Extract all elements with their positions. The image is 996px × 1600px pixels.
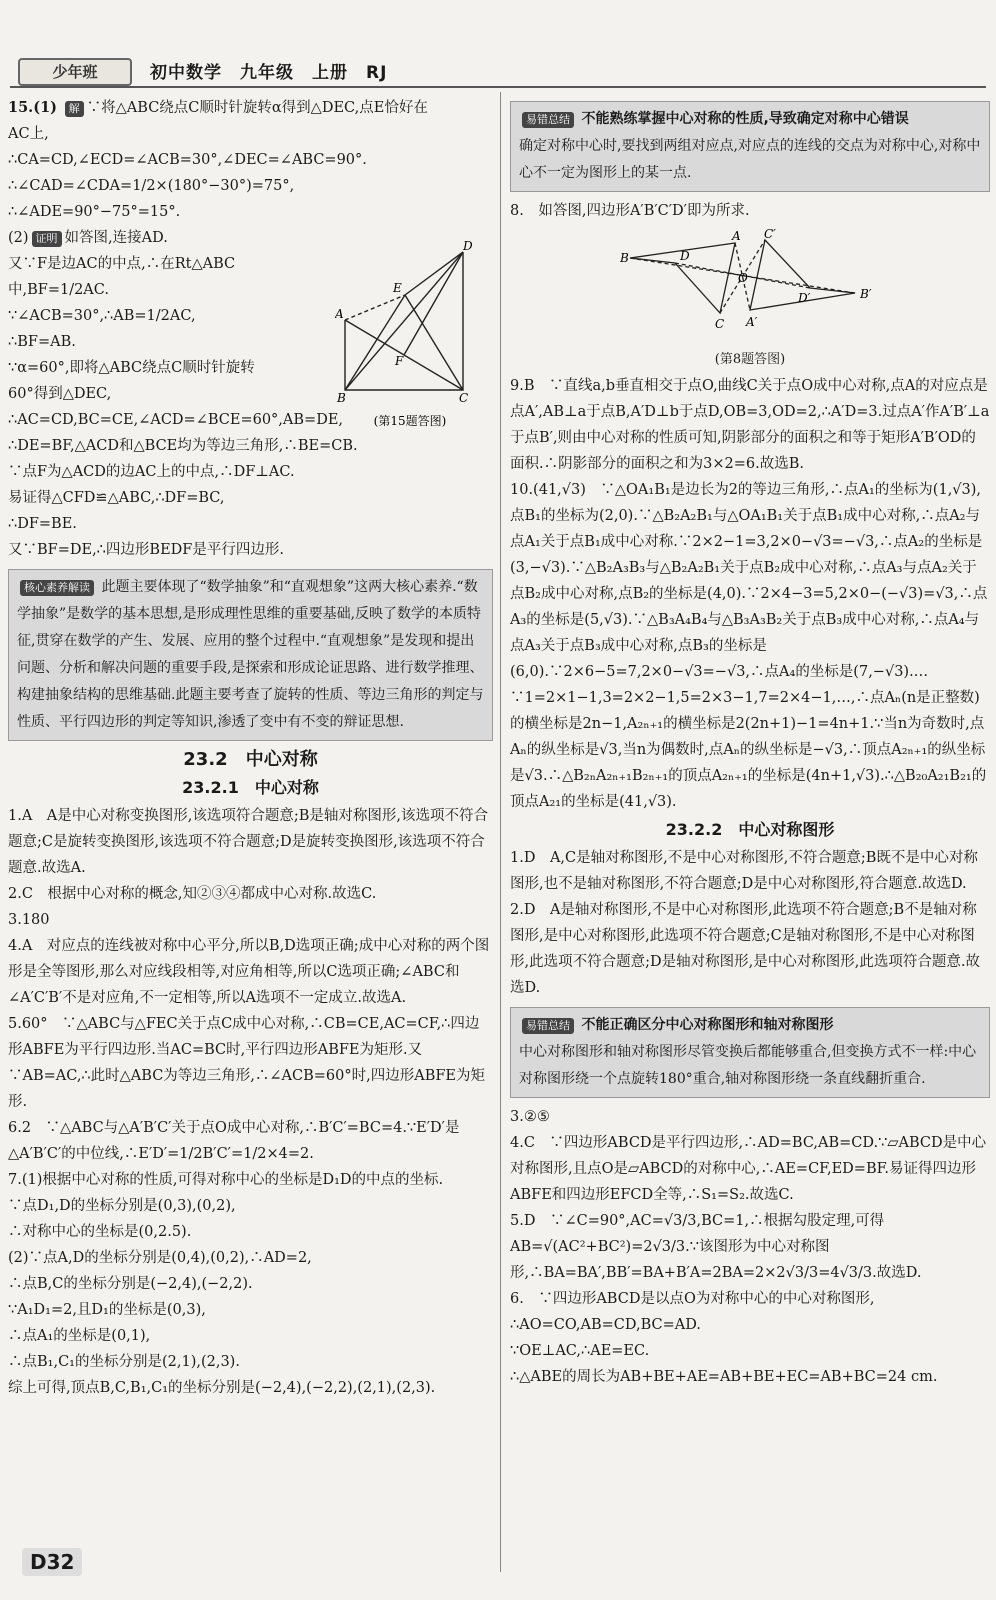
- answer-item: 4.C ∵四边形ABCD是平行四边形,∴AD=BC,AB=CD.∵▱ABCD是中心对称图形,且点O是▱ABCD的对称中心,∴AE=CF,ED=BF.易证得四边形ABFE和四边形EFCD全等,∴S₁=S₂.故选C.: [510, 1135, 987, 1203]
- q15-line: ∴DE=BF,△ACD和△BCE均为等边三角形,∴BE=CB.: [8, 438, 358, 454]
- answer-item: ∴点B,C的坐标分别是(−2,4),(−2,2).: [8, 1276, 253, 1292]
- column-divider: [500, 92, 501, 1572]
- label-e: E: [393, 281, 402, 295]
- error-summary-2: 易错总结 不能正确区分中心对称图形和轴对称图形 中心对称图形和轴对称图形尽管变换后都能够重合,但变换方式不一样:中心对称图形绕一个点旋转180°重合,轴对称图形绕一条直线翻折重合.: [510, 1007, 990, 1098]
- answer-item: ∵OE⊥AC,∴AE=EC.: [510, 1343, 650, 1359]
- answer-item: 3.②⑤: [510, 1109, 550, 1125]
- q15-line: ∴BF=AB.: [8, 334, 76, 350]
- q15-line: ∵∠ACB=30°,∴AB=1/2AC,: [8, 308, 196, 324]
- answer-item: 3.180: [8, 912, 50, 928]
- answer-item: ∵A₁D₁=2,且D₁的坐标是(0,3),: [8, 1302, 206, 1318]
- q15-line: ∴AC=CD,BC=CE,∠ACD=∠BCE=60°,AB=DE,: [8, 412, 344, 428]
- label-c: C: [459, 391, 469, 405]
- q15-line: ∵点F为△ACD的边AC上的中点,∴DF⊥AC.: [8, 464, 295, 480]
- header-rule: [10, 86, 986, 88]
- figure-8-caption: (第8题答图): [714, 352, 786, 367]
- answer-item: ∴点B₁,C₁的坐标分别是(2,1),(2,3).: [8, 1354, 240, 1370]
- answer-item: 6.2 ∵△ABC与△A′B′C′关于点O成中心对称,∴B′C′=BC=4.∵E′D′是△A′B′C′的中位线,∴E′D′=1/2B′C′=1/2×4=2.: [8, 1120, 460, 1162]
- section-title: 23.2 中心对称: [183, 749, 318, 770]
- answer-item: ∴△ABE的周长为AB+BE+AE=AB+BE+EC=AB+BC=24 cm.: [510, 1369, 938, 1385]
- label-d-prime: D′: [798, 291, 811, 305]
- q15-line: (2) 证明 如答图,连接AD.: [8, 230, 168, 246]
- core-tag: 核心素养解读: [20, 580, 94, 596]
- solution-tag: 解: [65, 101, 84, 117]
- error-summary-1: 易错总结 不能熟练掌握中心对称的性质,导致确定对称中心错误 确定对称中心时,要找到两组对应点,对应点的连线的交点为对称中心,对称中心不一定为图形上的某一点.: [510, 101, 990, 192]
- answer-item: 5.60° ∵△ABC与△FEC关于点C成中心对称,∴CB=CE,AC=CF,∴四边形ABFE为平行四边形.当AC=BC时,平行四边形ABFE为矩形.又∵AB=AC,∴此时△ABC为等边三角形,∴∠ACB=60°时,四边形ABFE为矩形.: [8, 1016, 486, 1110]
- q15-line: ∴∠ADE=90°−75°=15°.: [8, 204, 181, 220]
- answer-item: 5.D ∵∠C=90°,AC=√3/3,BC=1,∴根据勾股定理,可得AB=√(AC²+BC²)=2√3/3.∵该图形为中心对称图形,∴BA=BA′,BB′=BA+B′A=2BA=2×2√3/3=4√3/3.故选D.: [510, 1213, 922, 1281]
- page-header: [0, 0, 996, 88]
- answer-item: ∴AO=CO,AB=CD,BC=AD.: [510, 1317, 701, 1333]
- label-o: O: [738, 271, 748, 285]
- q15-line: 中,BF=1/2AC.: [8, 282, 109, 298]
- book-title: 初中数学 九年级 上册 RJ: [150, 63, 388, 83]
- right-column: [510, 95, 990, 1390]
- answer-item: 10.(41,√3) ∵△OA₁B₁是边长为2的等边三角形,∴点A₁的坐标为(1,√3),点B₁的坐标为(2,0).∵△B₂A₂B₁与△OA₁B₁关于点B₁成中心对称,∴点A₂与点A₁关于点B₁成中心对称.∵2×2−1=3,2×0−√3=−√3,∴点A₂的坐标是(3,−√3).∵△B₂A₃B₃与△B₂A₂B₁关于点B₂成中心对称,∴点A₃与点A₂关于点B₂成中心对称,点B₂的坐标是(4,0).∵2×4−3=5,2×0−(−√3)=√3,∴点A₃的坐标是(5,√3).∵△B₃A₄B₄与△B₃A₃B₂关于点B₃成中心对称,∴点A₄与点A₃关于点B₃成中心对称,点B₃的坐标是(6,0).∵2×6−5=7,2×0−√3=−√3,∴点A₄的坐标是(7,−√3).…∵1=2×1−1,3=2×2−1,5=2×3−1,7=2×4−1,…,∴点Aₙ(n是正整数)的横坐标是2n−1,A₂ₙ₊₁的横坐标是2(2n+1)−1=4n+1.∵当n为奇数时,点Aₙ的纵坐标是√3,当n为偶数时,点Aₙ的纵坐标是−√3,∴顶点A₂ₙ₊₁的纵坐标是√3.∴△B₂ₙA₂ₙ₊₁B₂ₙ₊₁的顶点A₂ₙ₊₁的坐标是(4n+1,√3).∴△B₂₀A₂₁B₂₁的顶点A₂₁的坐标是(41,√3).: [510, 482, 988, 810]
- label-b-prime: B′: [860, 287, 872, 301]
- q15-line: 又∵BF=DE,∴四边形BEDF是平行四边形.: [8, 542, 284, 558]
- label-d: D: [463, 240, 473, 253]
- label-f: F: [395, 354, 404, 368]
- label-a: A: [732, 229, 741, 243]
- figure-15-diagram: [335, 240, 485, 430]
- q15-line: ∴CA=CD,∠ECD=∠ACB=30°,∠DEC=∠ABC=90°.: [8, 152, 367, 168]
- label-b: B: [620, 251, 629, 265]
- page-number: D32: [22, 1548, 82, 1576]
- label-b: B: [337, 391, 346, 405]
- q8-line: 8. 如答图,四边形A′B′C′D′即为所求.: [510, 203, 750, 219]
- q15-line: 又∵F是边AC的中点,∴在Rt△ABC: [8, 256, 236, 272]
- label-c: C: [715, 317, 725, 331]
- answer-item: ∴点A₁的坐标是(0,1),: [8, 1328, 151, 1344]
- answer-item: 综上可得,顶点B,C,B₁,C₁的坐标分别是(−2,4),(−2,2),(2,1),(2,3).: [8, 1380, 436, 1396]
- q15-line: AC上,: [8, 126, 49, 142]
- answer-item: 7.(1)根据中心对称的性质,可得对称中心的坐标是D₁D的中点的坐标.: [8, 1172, 444, 1188]
- q15-line: 60°得到△DEC,: [8, 386, 112, 402]
- answer-item: 2.D A是轴对称图形,不是中心对称图形,此选项不符合题意;B不是轴对称图形,是中心对称图形,此选项不符合题意;C是轴对称图形,不是中心对称图形,此选项不符合题意;D是轴对称图形,是中心对称图形,此选项符合题意.故选D.: [510, 902, 980, 996]
- core-literacy-note: 核心素养解读 此题主要体现了“数学抽象”和“直观想象”这两大核心素养.“数学抽象”是数学的基本思想,是形成理性思维的重要基础,反映了数学的本质特征,贯穿在数学的产生、发展、应用的整个过程中.“直观想象”是发现和提出问题、分析和解决问题的重要手段,是探索和形成论证思路、进行数学推理、构建抽象结构的思维基础.此题主要考查了旋转的性质、等边三角形的判定与性质、平行四边形的判定等知识,渗透了变中有不变的辩证思想.: [8, 569, 493, 741]
- q15-line: ∴∠CAD=∠CDA=1/2×(180°−30°)=75°,: [8, 178, 295, 194]
- error-tag: 易错总结: [522, 112, 574, 128]
- answer-item: 1.A A是中心对称变换图形,该选项符合题意;B是轴对称图形,该选项不符合题意;C是旋转变换图形,该选项不符合题意;D是旋转变换图形,该选项不符合题意.故选A.: [8, 808, 489, 876]
- answer-item: 6. ∵四边形ABCD是以点O为对称中心的中心对称图形,: [510, 1291, 875, 1307]
- label-a-prime: A′: [746, 315, 758, 329]
- answer-item: (2)∵点A,D的坐标分别是(0,4),(0,2),∴AD=2,: [8, 1250, 312, 1266]
- q15-line: 15.(1) 解 ∵将△ABC绕点C顺时针旋转α得到△DEC,点E恰好在: [8, 99, 428, 116]
- brand-logo: 少年班: [18, 58, 132, 86]
- answer-item: 4.A 对应点的连线被对称中心平分,所以B,D选项正确;成中心对称的两个图形是全等图形,那么对应线段相等,对应角相等,所以C选项正确;∠ABC和∠A′C′B′不是对应角,不一定相等,所以A选项不一定成立.故选A.: [8, 938, 490, 1006]
- q15-line: ∵α=60°,即将△ABC绕点C顺时针旋转: [8, 360, 255, 376]
- answer-item: 2.C 根据中心对称的概念,知②③④都成中心对称.故选C.: [8, 886, 377, 902]
- figure-8-diagram: [620, 228, 880, 343]
- label-d: D: [680, 249, 690, 263]
- subsection-title: 23.2.1 中心对称: [182, 778, 319, 797]
- answer-item: 1.D A,C是轴对称图形,不是中心对称图形,不符合题意;B既不是中心对称图形,也不是轴对称图形,不符合题意;D是中心对称图形,符合题意.故选D.: [510, 850, 978, 892]
- q15-line: 易证得△CFD≌△ABC,∴DF=BC,: [8, 490, 225, 506]
- label-a: A: [335, 307, 344, 321]
- subsection-title: 23.2.2 中心对称图形: [665, 820, 835, 839]
- error-tag: 易错总结: [522, 1018, 574, 1034]
- answer-item: ∵点D₁,D的坐标分别是(0,3),(0,2),: [8, 1198, 236, 1214]
- answer-item: 9.B ∵直线a,b垂直相交于点O,曲线C关于点O成中心对称,点A的对应点是点A′,AB⊥a于点B,A′D⊥b于点D,OB=3,OD=2,∴A′D=3.过点A′作A′B′⊥a于点B′,则由中心对称的性质可知,阴影部分的面积之和等于矩形A′B′OD的面积.∴阴影部分的面积之和为3×2=6.故选B.: [510, 378, 990, 472]
- q15-line: ∴DF=BE.: [8, 516, 77, 532]
- answer-item: ∴对称中心的坐标是(0,2.5).: [8, 1224, 192, 1240]
- proof-tag: 证明: [32, 231, 62, 247]
- label-c-prime: C′: [764, 228, 776, 241]
- figure-15-caption: (第15题答图): [373, 414, 447, 428]
